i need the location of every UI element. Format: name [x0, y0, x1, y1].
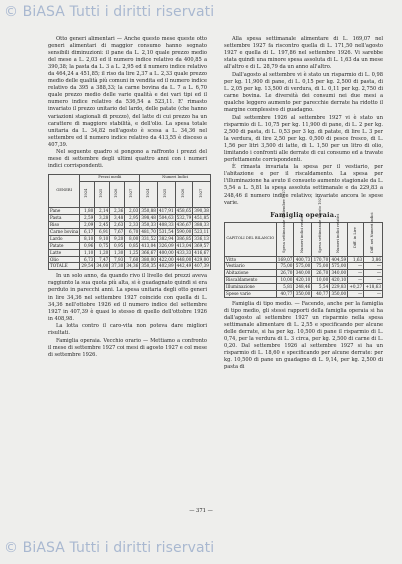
- price-cell: 7,47: [95, 256, 110, 263]
- table-col-label: GENERI: [49, 175, 80, 208]
- table-row: [49, 228, 211, 235]
- price-cell: 3,28: [95, 215, 110, 222]
- index-cell: 481,70: [141, 228, 156, 234]
- paragraph: È rimasta invariata la spesa per il vestiario, per l'abitazione e per il riscaldamento. La spesa per l'illuminazione ha avuto il consueto aumento stagionale da L. 5,54 a L. 5,81 la spesa assoluta settimanale e da 229,83 a 248,46 il numero indice relativo; invariate ancora le spese varie.: [224, 164, 383, 206]
- value-cell: 5,54: [312, 284, 330, 291]
- index-cell: 407,39: [194, 263, 209, 269]
- price-cell: 8,00: [125, 235, 140, 242]
- value-cell: 340,00: [331, 270, 347, 276]
- index-cell: 408,33: [158, 222, 174, 228]
- value-cell: 575,00: [331, 263, 347, 269]
- price-cell: 0,96: [80, 242, 95, 249]
- price-cell: 2,14: [95, 208, 110, 215]
- index-cell: 366,67: [141, 249, 156, 255]
- index-cell: 398,48: [141, 215, 156, 221]
- price-cell: 1,80: [80, 208, 95, 215]
- price-cell: 0,75: [95, 242, 110, 249]
- value-cell: +0,27: [349, 284, 363, 290]
- left-column: [48, 36, 207, 359]
- value-cell: 229,83: [331, 284, 347, 290]
- index-cell: 382,94: [158, 235, 174, 241]
- row-label: Patate: [49, 242, 80, 249]
- price-cell: 2,45: [95, 222, 110, 229]
- index-cell: 336,13: [194, 235, 209, 241]
- paragraph: Famiglia operaia. Vecchio orario — Mettiamo a confronto il mese di settembre 1927 coi mesi di agosto 1927 e col mese di settembre 1926.: [48, 337, 207, 358]
- index-cell: 400,00: [158, 249, 174, 255]
- price-cell: 6,17: [80, 228, 95, 235]
- index-cell: 388,33: [194, 222, 209, 228]
- table-row: [225, 256, 383, 263]
- table-row: [49, 235, 211, 242]
- year-header: 1925: [157, 182, 175, 208]
- paragraph: Otto generi alimentari — Anche questo mese queste otto generi alimentari di maggior consumo hanno segnato sensibili diminuzioni: il pane da L. 2,10 quale prezzo medio del mese a L. 2,03 ed il numero indice relativo da 400,85 a 390,38; la pasta da L. 3 a L. 2,95 ed il numero indice relativo da 464,24 a 451,85; il riso da lire 2,37 a L. 2,33 quale prezzo medio delle qualità più comuni in vendita ed il numero indice relativo da 395 a 388,33; la carne bovina da L. 7 a L. 6,70 quale prezzo medio delle varie qualità e dei vari tipi ed il numero indice relativo da 536,54 a 523,11. E' rimasto invariato il prezzo unitario del lardo, delle patate (che hanno variazioni stagionali di prezzo), del latte di cui prezzo ha un carattere di maggiore stabilità, e dell'olio. La spesa totale unitaria da L. 34,82 nell'agosto è scesa a L. 34,36 nel settembre ed il numero indice relativo da 413,55 è disceso a 407,39.: [48, 36, 207, 148]
- value-cell: 26,70: [312, 270, 330, 277]
- value-cell: —: [348, 277, 364, 284]
- index-cell: 413,04: [176, 242, 192, 248]
- price-cell: 1,30: [110, 249, 125, 256]
- value-cell: 5,81: [276, 284, 294, 291]
- table-row: [225, 263, 383, 270]
- index-cell: 350,88: [141, 208, 156, 214]
- paragraph: In un solo anno, da quando rivo il livello dei prezzi aveva raggiunto la sua quota più alta, si è guadagnato quindi si era perduto in parecchi anni. La spesa unitaria degli otto generi in lire 34,36 nel settembre 1927 coincide con quella di L. 34,36 nell'ottobre 1926 ed il numero indice del settembre 1927 in 407,39 è quasi lo stesso di quello dell'ottobre 1926 in 408,98.: [48, 273, 207, 322]
- table-header: Spesa settimanale Agosto 1927: [312, 222, 330, 256]
- index-cell: 386,85: [176, 235, 192, 241]
- value-cell: —: [364, 270, 383, 277]
- year-header: 1926: [175, 182, 193, 208]
- price-cell: 34,36: [126, 263, 139, 269]
- table-row: [225, 291, 383, 298]
- value-cell: 350,00: [295, 291, 311, 297]
- index-cell: 402,89: [158, 263, 174, 269]
- table-row: [49, 222, 211, 229]
- paragraph: Nel seguente quadro si pongono a raffronto i prezzi del mese di settembre degli ultimi quattro anni con i numeri indici corrispondenti.: [48, 149, 207, 170]
- value-cell: 575,00: [295, 263, 311, 269]
- index-cell: 350,35: [141, 263, 156, 269]
- index-cell: 531,54: [158, 228, 174, 234]
- table-header: Spesa settimanale Settembre 1927: [276, 222, 294, 256]
- value-cell: 340,00: [295, 270, 311, 276]
- value-cell: 75,00: [276, 263, 294, 270]
- index-cell: 429,00: [194, 256, 209, 262]
- row-label: Spese varie: [225, 291, 277, 298]
- price-cell: 8,10: [80, 235, 95, 242]
- paragraph: La lotta contro il caro-vita non poteva dare migliori risultati.: [48, 323, 207, 337]
- value-cell: +18,63: [365, 284, 381, 290]
- row-label: Carne bovina: [50, 228, 79, 234]
- paragraph: Alla spesa settimanale alimentare di L. 169,07 nel settembre 1927 fa riscontro quella di L. 171,50 nell'agosto 1927 e quella di L. 197,86 nel settembre 1926. Vi sarebbe stata quindi una minore spesa assoluta di L. 1,63 da un mese all'altro e di L. 28,79 da un anno all'altro.: [224, 36, 383, 71]
- row-label: Abitazione: [225, 270, 277, 277]
- table-header: Diff. nei Numeri indici: [364, 222, 383, 256]
- price-cell: 2,36: [110, 208, 125, 215]
- index-cell: 413,04: [141, 242, 156, 248]
- index-cell: 523,11: [194, 228, 209, 234]
- value-cell: 420,10: [331, 277, 347, 283]
- value-cell: 26,70: [276, 270, 294, 277]
- prices-table: [48, 174, 211, 270]
- value-cell: 400,73: [295, 256, 311, 262]
- index-cell: 416,67: [194, 249, 209, 255]
- year-header: 1924: [140, 182, 158, 208]
- page-number: — 371 —: [189, 508, 213, 514]
- value-cell: —: [348, 263, 364, 270]
- table-group-header: Numeri Indici: [140, 175, 211, 182]
- table-header: Diff. in Lire: [348, 222, 364, 256]
- value-cell: 1,63: [348, 256, 364, 263]
- index-cell: 436,67: [176, 222, 192, 228]
- price-cell: 6,91: [95, 228, 110, 235]
- value-cell: —: [364, 291, 383, 298]
- price-cell: 0,85: [125, 242, 140, 249]
- price-cell: 7,60: [125, 256, 140, 263]
- price-cell: 0,95: [110, 242, 125, 249]
- price-cell: 7,67: [110, 228, 125, 235]
- value-cell: 248,46: [295, 284, 311, 290]
- price-cell: 9,20: [110, 235, 125, 242]
- row-label: Olio: [49, 256, 80, 263]
- index-cell: 590,00: [176, 228, 192, 234]
- value-cell: 420,10: [295, 277, 311, 283]
- section-title: Famiglia operaia.: [270, 211, 337, 219]
- index-cell: 532,79: [176, 215, 192, 221]
- year-header: 1924: [80, 182, 95, 208]
- price-cell: 2,33: [125, 222, 140, 229]
- row-label: Illuminazione: [225, 284, 277, 291]
- table-row: [225, 270, 383, 277]
- year-header: 1927: [193, 182, 211, 208]
- row-label: TOTALE: [49, 263, 80, 270]
- index-cell: 380,00: [141, 256, 156, 262]
- price-cell: 3,48: [110, 215, 125, 222]
- value-cell: —: [364, 277, 383, 284]
- table-row: [49, 242, 211, 249]
- year-header: 1926: [110, 182, 125, 208]
- index-cell: 417,91: [158, 208, 174, 214]
- table-row: [49, 215, 211, 222]
- row-label: Pasta: [49, 215, 80, 222]
- index-cell: 442,49: [176, 263, 192, 269]
- price-cell: 2,63: [110, 222, 125, 229]
- price-cell: 6,73: [80, 256, 95, 263]
- row-label: Vestiario: [225, 263, 277, 270]
- value-cell: 350,00: [331, 291, 347, 297]
- paragraph: Dal settembre 1926 al settembre 1927 vi è stato un risparmio di L. 10,75 per kg. 11,900 di pane, di L. 2 per kg. 2,500 di pasta, di L. 0,53 per 3 kg. di patate, di lire L. 3 per la verdura, di lire 2,50 per kg. 0,500 di pesce fresco, di L. 1,56 per litri 3,500 di latte, di L. 1,50 per un litro di olio, limitando i confronti alle derrate di cui consumo ed a travate perfettamente corrispondenti.: [224, 114, 383, 163]
- row-label: Pane: [49, 208, 80, 215]
- year-header: 1927: [125, 182, 140, 208]
- price-cell: 2,59: [80, 215, 95, 222]
- row-label: Lardo: [49, 235, 80, 242]
- price-cell: 6,70: [125, 228, 140, 235]
- row-label: Riso: [49, 222, 80, 229]
- price-cell: 34,00: [96, 263, 109, 269]
- value-cell: 169,07: [277, 256, 293, 262]
- value-cell: 170,70: [313, 256, 329, 262]
- value-cell: 75,00: [312, 263, 330, 270]
- price-cell: 2,09: [80, 222, 95, 229]
- price-cell: 37,30: [111, 263, 124, 269]
- value-cell: 3,86: [364, 256, 383, 263]
- right-column: [224, 36, 383, 371]
- index-cell: 326,09: [158, 242, 174, 248]
- price-cell: 2,03: [125, 208, 140, 215]
- table-header: Numeri indici relativi: [330, 222, 348, 256]
- price-cell: 1,25: [125, 249, 140, 256]
- table-group-header: Prezzi medii: [80, 175, 140, 182]
- value-cell: 40,77: [312, 291, 330, 298]
- value-cell: 10,00: [312, 277, 330, 284]
- index-cell: 433,33: [176, 249, 192, 255]
- table-row: [225, 277, 383, 284]
- price-cell: 7,93: [110, 256, 125, 263]
- price-cell: 1,10: [80, 249, 95, 256]
- watermark-bottom: © BiASA Tutti i diritti riservati: [4, 540, 215, 556]
- table-row: [49, 249, 211, 256]
- value-cell: 40,77: [276, 291, 294, 298]
- paragraph: Famiglia di tipo medio. — Facendo, anche per la famiglia di tipo medio, gli stessi rapporti della famiglia operaia si ha dall'agosto al settembre 1927 un risparmio nella spesa settimanale alimentare di L. 2,55 e specificando per alcune delle derrate, si ha per kg. 10,500 di pane il risparmio di L. 0,74, per la verdura di L. 3 circa, per kg. 2,500 di carne di L. 0,20. Dal settembre 1926 al settembre 1927 si ha un risparmio di L. 18,60 e specificando per alcune derrate: per kg. 10,500 di pane un guadagno di L. 9,14, per kg. 2,500 di pasta di: [224, 301, 383, 371]
- year-header: 1925: [95, 182, 110, 208]
- table-row: [225, 284, 383, 291]
- paragraph: Dall'agosto al settembre vi è stato un risparmio di L. 0,98 per kg. 11,900 di pane, di L. 0,15 per kg. 2,500 di pasta, di L. 2,05 per kg. 13,500 di verdura, di L. 0,11 per kg. 2,750 di carne bovina. Le diversità dei consumi nei due mesi a qualche leggero aumento per parecchie derrate ha ridotto il margine complessivo di guadagno.: [224, 71, 383, 113]
- index-cell: 504,63: [158, 215, 174, 221]
- index-cell: 448,00: [176, 256, 192, 262]
- price-cell: 9,10: [95, 235, 110, 242]
- price-cell: 29,54: [81, 263, 94, 269]
- index-cell: 350,33: [141, 222, 156, 228]
- index-cell: 458,65: [176, 208, 192, 214]
- index-cell: 422,00: [158, 256, 174, 262]
- watermark-top: © BiASA Tutti i diritti riservati: [4, 4, 215, 20]
- index-cell: 451,85: [194, 215, 209, 221]
- row-label: Vitto: [225, 256, 277, 263]
- price-cell: 2,95: [125, 215, 140, 222]
- index-cell: 369,57: [194, 242, 209, 248]
- value-cell: —: [364, 263, 383, 270]
- value-cell: 10,00: [276, 277, 294, 284]
- value-cell: 404,59: [331, 256, 347, 262]
- index-cell: 331,52: [141, 235, 156, 241]
- table-row: [49, 256, 211, 263]
- value-cell: —: [348, 291, 364, 298]
- price-cell: 1,20: [95, 249, 110, 256]
- index-cell: 390,38: [194, 208, 209, 214]
- row-label: Latte: [49, 249, 80, 256]
- table-col-label: CAPITOLI DEL BILANCIO: [225, 222, 277, 256]
- table-total-row: [49, 263, 211, 270]
- table-header: Numeri indici relativi: [294, 222, 312, 256]
- table-row: [49, 208, 211, 215]
- value-cell: —: [348, 270, 364, 277]
- row-label: Riscaldamento: [225, 277, 277, 284]
